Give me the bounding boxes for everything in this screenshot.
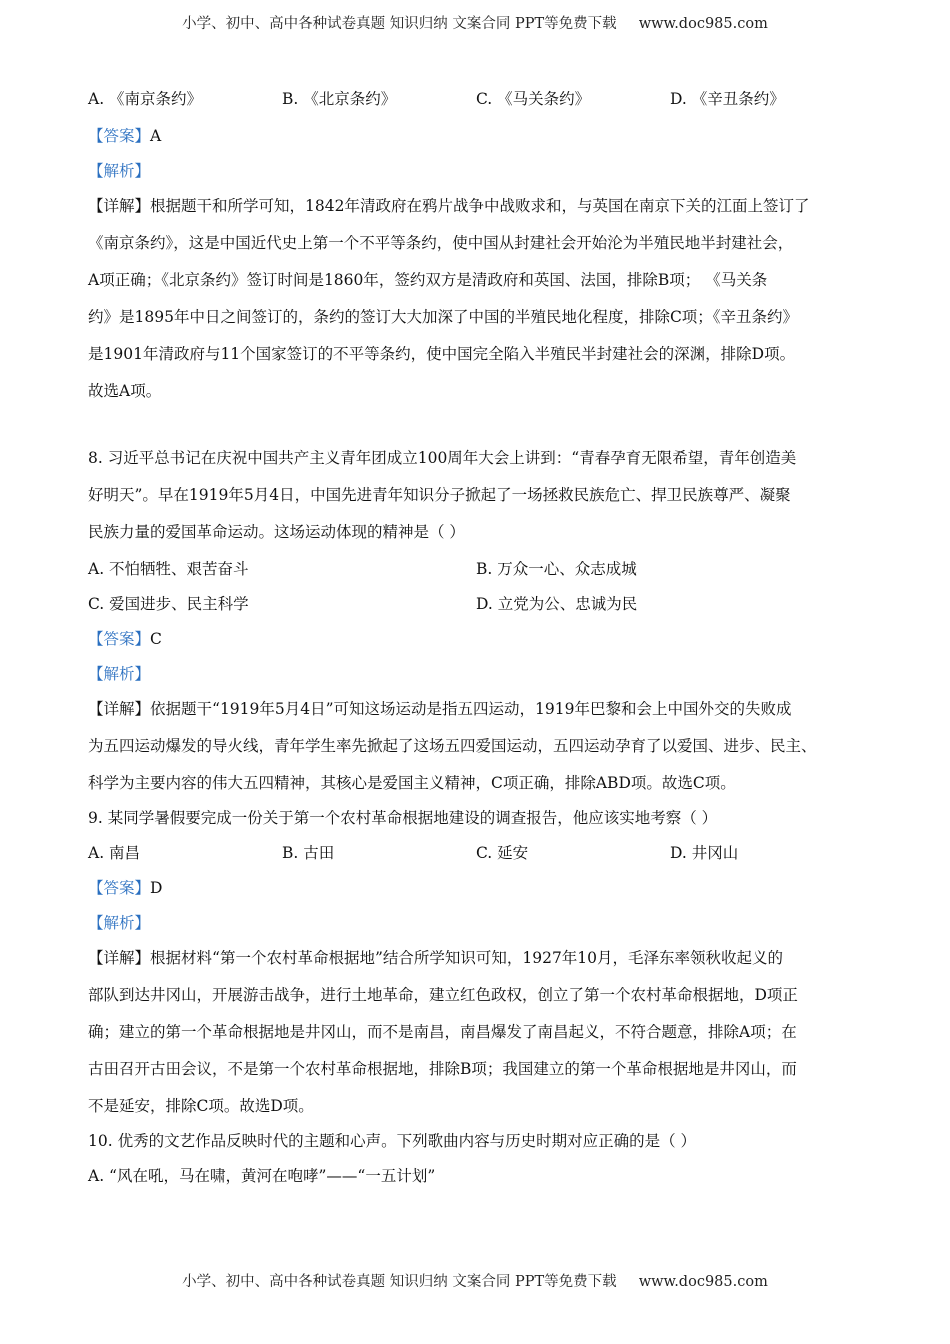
analysis-tag: 【解析】 bbox=[88, 914, 151, 932]
q7-detail-line: A项正确；《北京条约》签订时间是1860年，签约双方是清政府和英国、法国，排除B项； 《马关条 bbox=[88, 271, 768, 289]
q8-question-line: 8. 习近平总书记在庆祝中国共产主义青年团成立100周年大会上讲到：“青春孕育无限希望，青年创造美 bbox=[88, 449, 797, 467]
detail-text: 依据题干“1919年5月4日”可知这场运动是指五四运动，1919年巴黎和会上中国外交的失败成 bbox=[150, 700, 792, 718]
q7-answer bbox=[88, 121, 866, 156]
q8-option-d: D. 立党为公、忠诚为民 bbox=[476, 595, 638, 613]
q8-option-c: C. 爱国进步、民主科学 bbox=[88, 595, 249, 613]
answer-tag: 【答案】 bbox=[88, 630, 151, 648]
q8-option-a: A. 不怕牺牲、艰苦奋斗 bbox=[88, 560, 249, 578]
header-url[interactable]: www.doc985.com bbox=[638, 16, 768, 32]
q9-answer bbox=[88, 873, 866, 908]
q9-option-a: A. 南昌 bbox=[88, 844, 141, 862]
q9-option-c: C. 延安 bbox=[476, 844, 529, 862]
q8-options-row bbox=[88, 589, 866, 624]
q8-question-line: 好明天”。早在1919年5月4日，中国先进青年知识分子掀起了一场拯救民族危亡、捍卫民族尊严、凝聚 bbox=[88, 486, 791, 504]
detail-text: 根据题干和所学可知，1842年清政府在鸦片战争中战败求和，与英国在南京下关的江面上签订了 bbox=[150, 197, 810, 215]
detail-tag: 【详解】 bbox=[88, 700, 151, 718]
q8-option-b: B. 万众一心、众志成城 bbox=[476, 560, 637, 578]
page-header bbox=[0, 12, 950, 33]
q9-option-b: B. 古田 bbox=[282, 844, 335, 862]
q7-option-b: B. 《北京条约》 bbox=[282, 90, 397, 108]
q8-options-row bbox=[88, 554, 866, 589]
q7-options bbox=[88, 84, 866, 121]
q8-answer bbox=[88, 624, 866, 659]
detail-text: 根据材料“第一个农村革命根据地”结合所学知识可知，1927年10月，毛泽东率领秋收起义的 bbox=[150, 949, 784, 967]
q9-question: 9. 某同学暑假要完成一份关于第一个农村革命根据地建设的调查报告，他应该实地考察（ ） bbox=[88, 809, 718, 827]
answer-value: C bbox=[150, 630, 162, 648]
q9-detail-line: 古田召开古田会议，不是第一个农村革命根据地，排除B项；我国建立的第一个革命根据地是井冈山，而 bbox=[88, 1060, 797, 1078]
q10-option-a: A. “风在吼，马在啸，黄河在咆哮”——“一五计划” bbox=[88, 1167, 436, 1185]
page-footer bbox=[0, 1270, 950, 1291]
q7-detail-line: 约》是1895年中日之间签订的，条约的签订大大加深了中国的半殖民地化程度，排除C项；《辛丑条约》 bbox=[88, 308, 799, 326]
q8-detail-line: 科学为主要内容的伟大五四精神，其核心是爱国主义精神，C项正确，排除ABD项。故选C项。 bbox=[88, 774, 736, 792]
q9-analysis bbox=[88, 908, 866, 943]
q9-detail-line: 不是延安，排除C项。故选D项。 bbox=[88, 1097, 314, 1115]
q7-detail-line: 《南京条约》，这是中国近代史上第一个不平等条约，使中国从封建社会开始沦为半殖民地半封建社会， bbox=[88, 234, 794, 252]
q7-option-d: D. 《辛丑条约》 bbox=[670, 90, 785, 108]
q7-analysis bbox=[88, 156, 866, 191]
q7-detail-line bbox=[88, 191, 866, 228]
header-text: 小学、初中、高中各种试卷真题 知识归纳 文案合同 PPT等免费下载 bbox=[182, 16, 617, 32]
q8-detail-line: 为五四运动爆发的导火线，青年学生率先掀起了这场五四爱国运动，五四运动孕育了以爱国、进步、民主、 bbox=[88, 737, 817, 755]
q9-options bbox=[88, 838, 866, 873]
q8-detail-line bbox=[88, 694, 866, 731]
answer-value: D bbox=[150, 879, 163, 897]
q9-detail-line: 部队到达井冈山，开展游击战争，进行土地革命，建立红色政权，创立了第一个农村革命根据地，D项正 bbox=[88, 986, 798, 1004]
detail-tag: 【详解】 bbox=[88, 197, 151, 215]
q9-detail-line: 确；建立的第一个革命根据地是井冈山，而不是南昌，南昌爆发了南昌起义，不符合题意，排除A项；在 bbox=[88, 1023, 797, 1041]
footer-url[interactable]: www.doc985.com bbox=[638, 1274, 768, 1290]
spacer bbox=[88, 413, 866, 443]
q10-question: 10. 优秀的文艺作品反映时代的主题和心声。下列歌曲内容与历史时期对应正确的是（ ） bbox=[88, 1132, 697, 1150]
q8-analysis bbox=[88, 659, 866, 694]
footer-text: 小学、初中、高中各种试卷真题 知识归纳 文案合同 PPT等免费下载 bbox=[182, 1274, 617, 1290]
answer-value: A bbox=[150, 127, 162, 145]
q9-option-d: D. 井冈山 bbox=[670, 844, 739, 862]
q7-option-c: C. 《马关条约》 bbox=[476, 90, 591, 108]
q7-option-a: A. 《南京条约》 bbox=[88, 90, 203, 108]
q8-question-line: 民族力量的爱国革命运动。这场运动体现的精神是（ ） bbox=[88, 523, 465, 541]
q9-detail-line bbox=[88, 943, 866, 980]
q7-detail-line: 是1901年清政府与11个国家签订的不平等条约，使中国完全陷入半殖民半封建社会的深渊，排除D项。 bbox=[88, 345, 796, 363]
detail-tag: 【详解】 bbox=[88, 949, 151, 967]
q7-detail-line: 故选A项。 bbox=[88, 382, 162, 400]
analysis-tag: 【解析】 bbox=[88, 665, 151, 683]
document-body bbox=[88, 84, 866, 1196]
analysis-tag: 【解析】 bbox=[88, 162, 151, 180]
answer-tag: 【答案】 bbox=[88, 127, 151, 145]
answer-tag: 【答案】 bbox=[88, 879, 151, 897]
